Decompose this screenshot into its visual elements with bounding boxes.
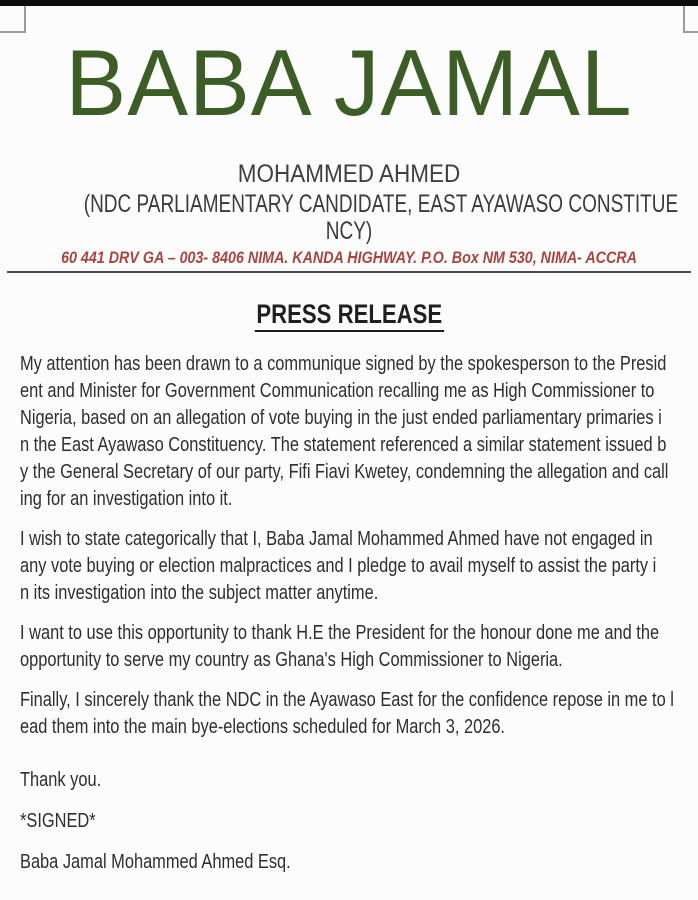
paragraph-line: ent and Minister for Government Communication recalling me as High Commissioner to	[20, 380, 655, 402]
paragraph-line: I wish to state categorically that I, Baba Jamal Mohammed Ahmed have not engaged in	[20, 528, 653, 550]
document-title: BABA JAMAL	[65, 30, 633, 135]
signed-marker-text: *SIGNED*	[20, 810, 96, 832]
candidate-name: MOHAMMED AHMED	[237, 160, 461, 188]
closing-thanks-text: Thank you.	[20, 769, 102, 791]
paragraph-line: Finally, I sincerely thank the NDC in the Ayawaso East for the confidence repose in me to l	[20, 689, 674, 711]
paragraph-line: ead them into the main bye-elections scheduled for March 3, 2026.	[20, 716, 506, 738]
paragraph-line: opportunity to serve my country as Ghana's High Commissioner to Nigeria.	[20, 649, 563, 671]
candidate-role-line: (NDC PARLIAMENTARY CANDIDATE, EAST AYAWASO CONSTITUE	[83, 190, 679, 218]
paragraph	[20, 620, 692, 674]
page-corner-mark-right	[683, 6, 698, 33]
paragraph-line: I want to use this opportunity to thank H.E the President for the honour done me and the	[20, 622, 660, 644]
closing-thanks	[20, 767, 692, 794]
address-line: 60 441 DRV GA – 003- 8406 NIMA. KANDA HIGHWAY. P.O. Box NM 530, NIMA- ACCRA	[61, 248, 637, 267]
paragraph-line: y the General Secretary of our party, Fifi Fiavi Kwetey, condemning the allegation and call	[20, 461, 669, 483]
paragraph-line: Nigeria, based on an allegation of vote buying in the just ended parliamentary primaries i	[20, 407, 662, 429]
press-release-heading-wrap	[0, 299, 698, 332]
paragraph-line: any vote buying or election malpractices and I pledge to avail myself to assist the party i	[20, 555, 657, 577]
paragraph-line: n the East Ayawaso Constituency. The statement referenced a similar statement issued b	[20, 434, 667, 456]
signature-name-text: Baba Jamal Mohammed Ahmed Esq.	[20, 851, 291, 873]
page-corner-mark-left	[0, 6, 26, 33]
paragraph-line: n its investigation into the subject matter anytime.	[20, 582, 379, 604]
header-divider	[7, 271, 691, 273]
press-release-heading: PRESS RELEASE	[254, 299, 443, 332]
candidate-role-line: NCY)	[325, 217, 373, 245]
paragraph-line: My attention has been drawn to a communique signed by the spokesperson to the Presid	[20, 353, 667, 375]
paragraph	[20, 526, 692, 607]
paragraph	[20, 687, 692, 741]
candidate-role	[0, 191, 698, 245]
signed-marker	[20, 808, 692, 835]
paragraph	[20, 351, 692, 513]
paragraph-line: ing for an investigation into it.	[20, 488, 233, 510]
signature-name	[20, 849, 692, 876]
press-release-body	[20, 351, 692, 890]
scan-artifact-bar	[0, 0, 698, 6]
